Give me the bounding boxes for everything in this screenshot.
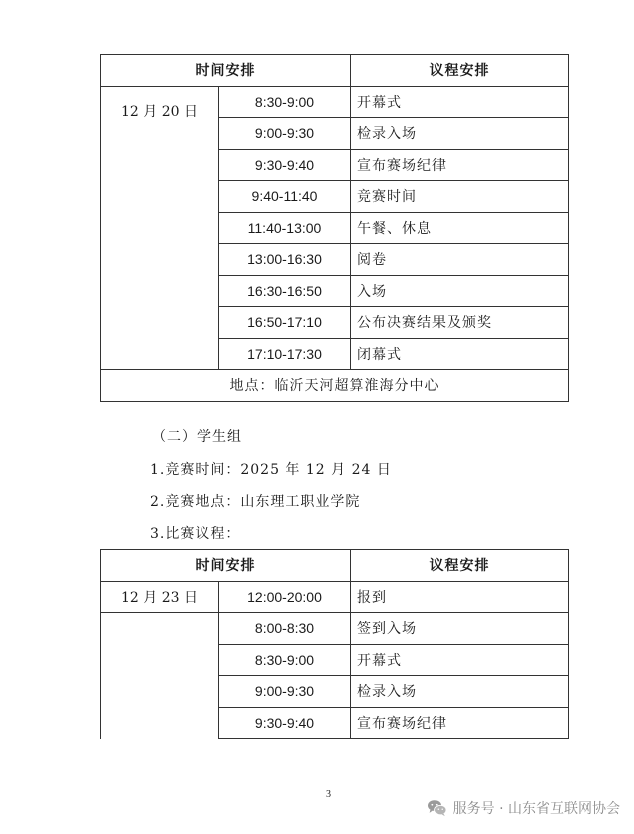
header-agenda: 议程安排 [351, 55, 569, 87]
agenda-cell: 开幕式 [351, 86, 569, 118]
agenda-cell: 检录入场 [351, 118, 569, 150]
agenda-cell: 宣布赛场纪律 [351, 707, 569, 739]
agenda-cell: 入场 [351, 275, 569, 307]
time-cell: 8:30-9:00 [219, 644, 351, 676]
page-number: 3 [326, 789, 331, 800]
date-cell: 12 月 20 日 [101, 86, 219, 370]
section-heading: （二）学生组 [152, 429, 242, 445]
time-cell: 13:00-16:30 [219, 244, 351, 276]
time-cell: 8:30-9:00 [219, 86, 351, 118]
time-cell: 12:00-20:00 [219, 581, 351, 613]
schedule-table-2 [100, 549, 569, 739]
header-agenda: 议程安排 [351, 550, 569, 582]
agenda-cell: 午餐、休息 [351, 212, 569, 244]
agenda-cell: 报到 [351, 581, 569, 613]
time-cell: 9:00-9:30 [219, 676, 351, 708]
agenda-cell: 竞赛时间 [351, 181, 569, 213]
time-cell: 9:30-9:40 [219, 149, 351, 181]
time-cell: 11:40-13:00 [219, 212, 351, 244]
time-cell: 17:10-17:30 [219, 338, 351, 370]
table-header-row [101, 550, 569, 582]
time-cell: 9:40-11:40 [219, 181, 351, 213]
watermark [427, 798, 620, 818]
venue-cell: 地点：临沂天河超算淮海分中心 [101, 370, 569, 402]
schedule-table-1 [100, 54, 569, 402]
venue-row [101, 370, 569, 402]
agenda-cell: 检录入场 [351, 676, 569, 708]
competition-venue: 2.竞赛地点：山东理工职业学院 [150, 494, 361, 510]
agenda-cell: 签到入场 [351, 613, 569, 645]
agenda-cell: 公布决赛结果及颁奖 [351, 307, 569, 339]
date-cell-empty [101, 613, 219, 739]
agenda-cell: 宣布赛场纪律 [351, 149, 569, 181]
header-time: 时间安排 [101, 550, 351, 582]
table-row [101, 613, 569, 645]
agenda-cell: 开幕式 [351, 644, 569, 676]
watermark-text: 服务号 · 山东省互联网协会 [452, 801, 620, 817]
competition-time: 1.竞赛时间：2025 年 12 月 24 日 [150, 462, 392, 478]
agenda-cell: 阅卷 [351, 244, 569, 276]
time-cell: 9:00-9:30 [219, 118, 351, 150]
competition-agenda-label: 3.比赛议程： [150, 526, 241, 542]
header-time: 时间安排 [101, 55, 351, 87]
date-cell: 12 月 23 日 [101, 581, 219, 613]
agenda-cell: 闭幕式 [351, 338, 569, 370]
table-row [101, 581, 569, 613]
table-row [101, 86, 569, 118]
time-cell: 16:30-16:50 [219, 275, 351, 307]
time-cell: 8:00-8:30 [219, 613, 351, 645]
time-cell: 9:30-9:40 [219, 707, 351, 739]
time-cell: 16:50-17:10 [219, 307, 351, 339]
wechat-icon [427, 799, 447, 817]
table-header-row [101, 55, 569, 87]
